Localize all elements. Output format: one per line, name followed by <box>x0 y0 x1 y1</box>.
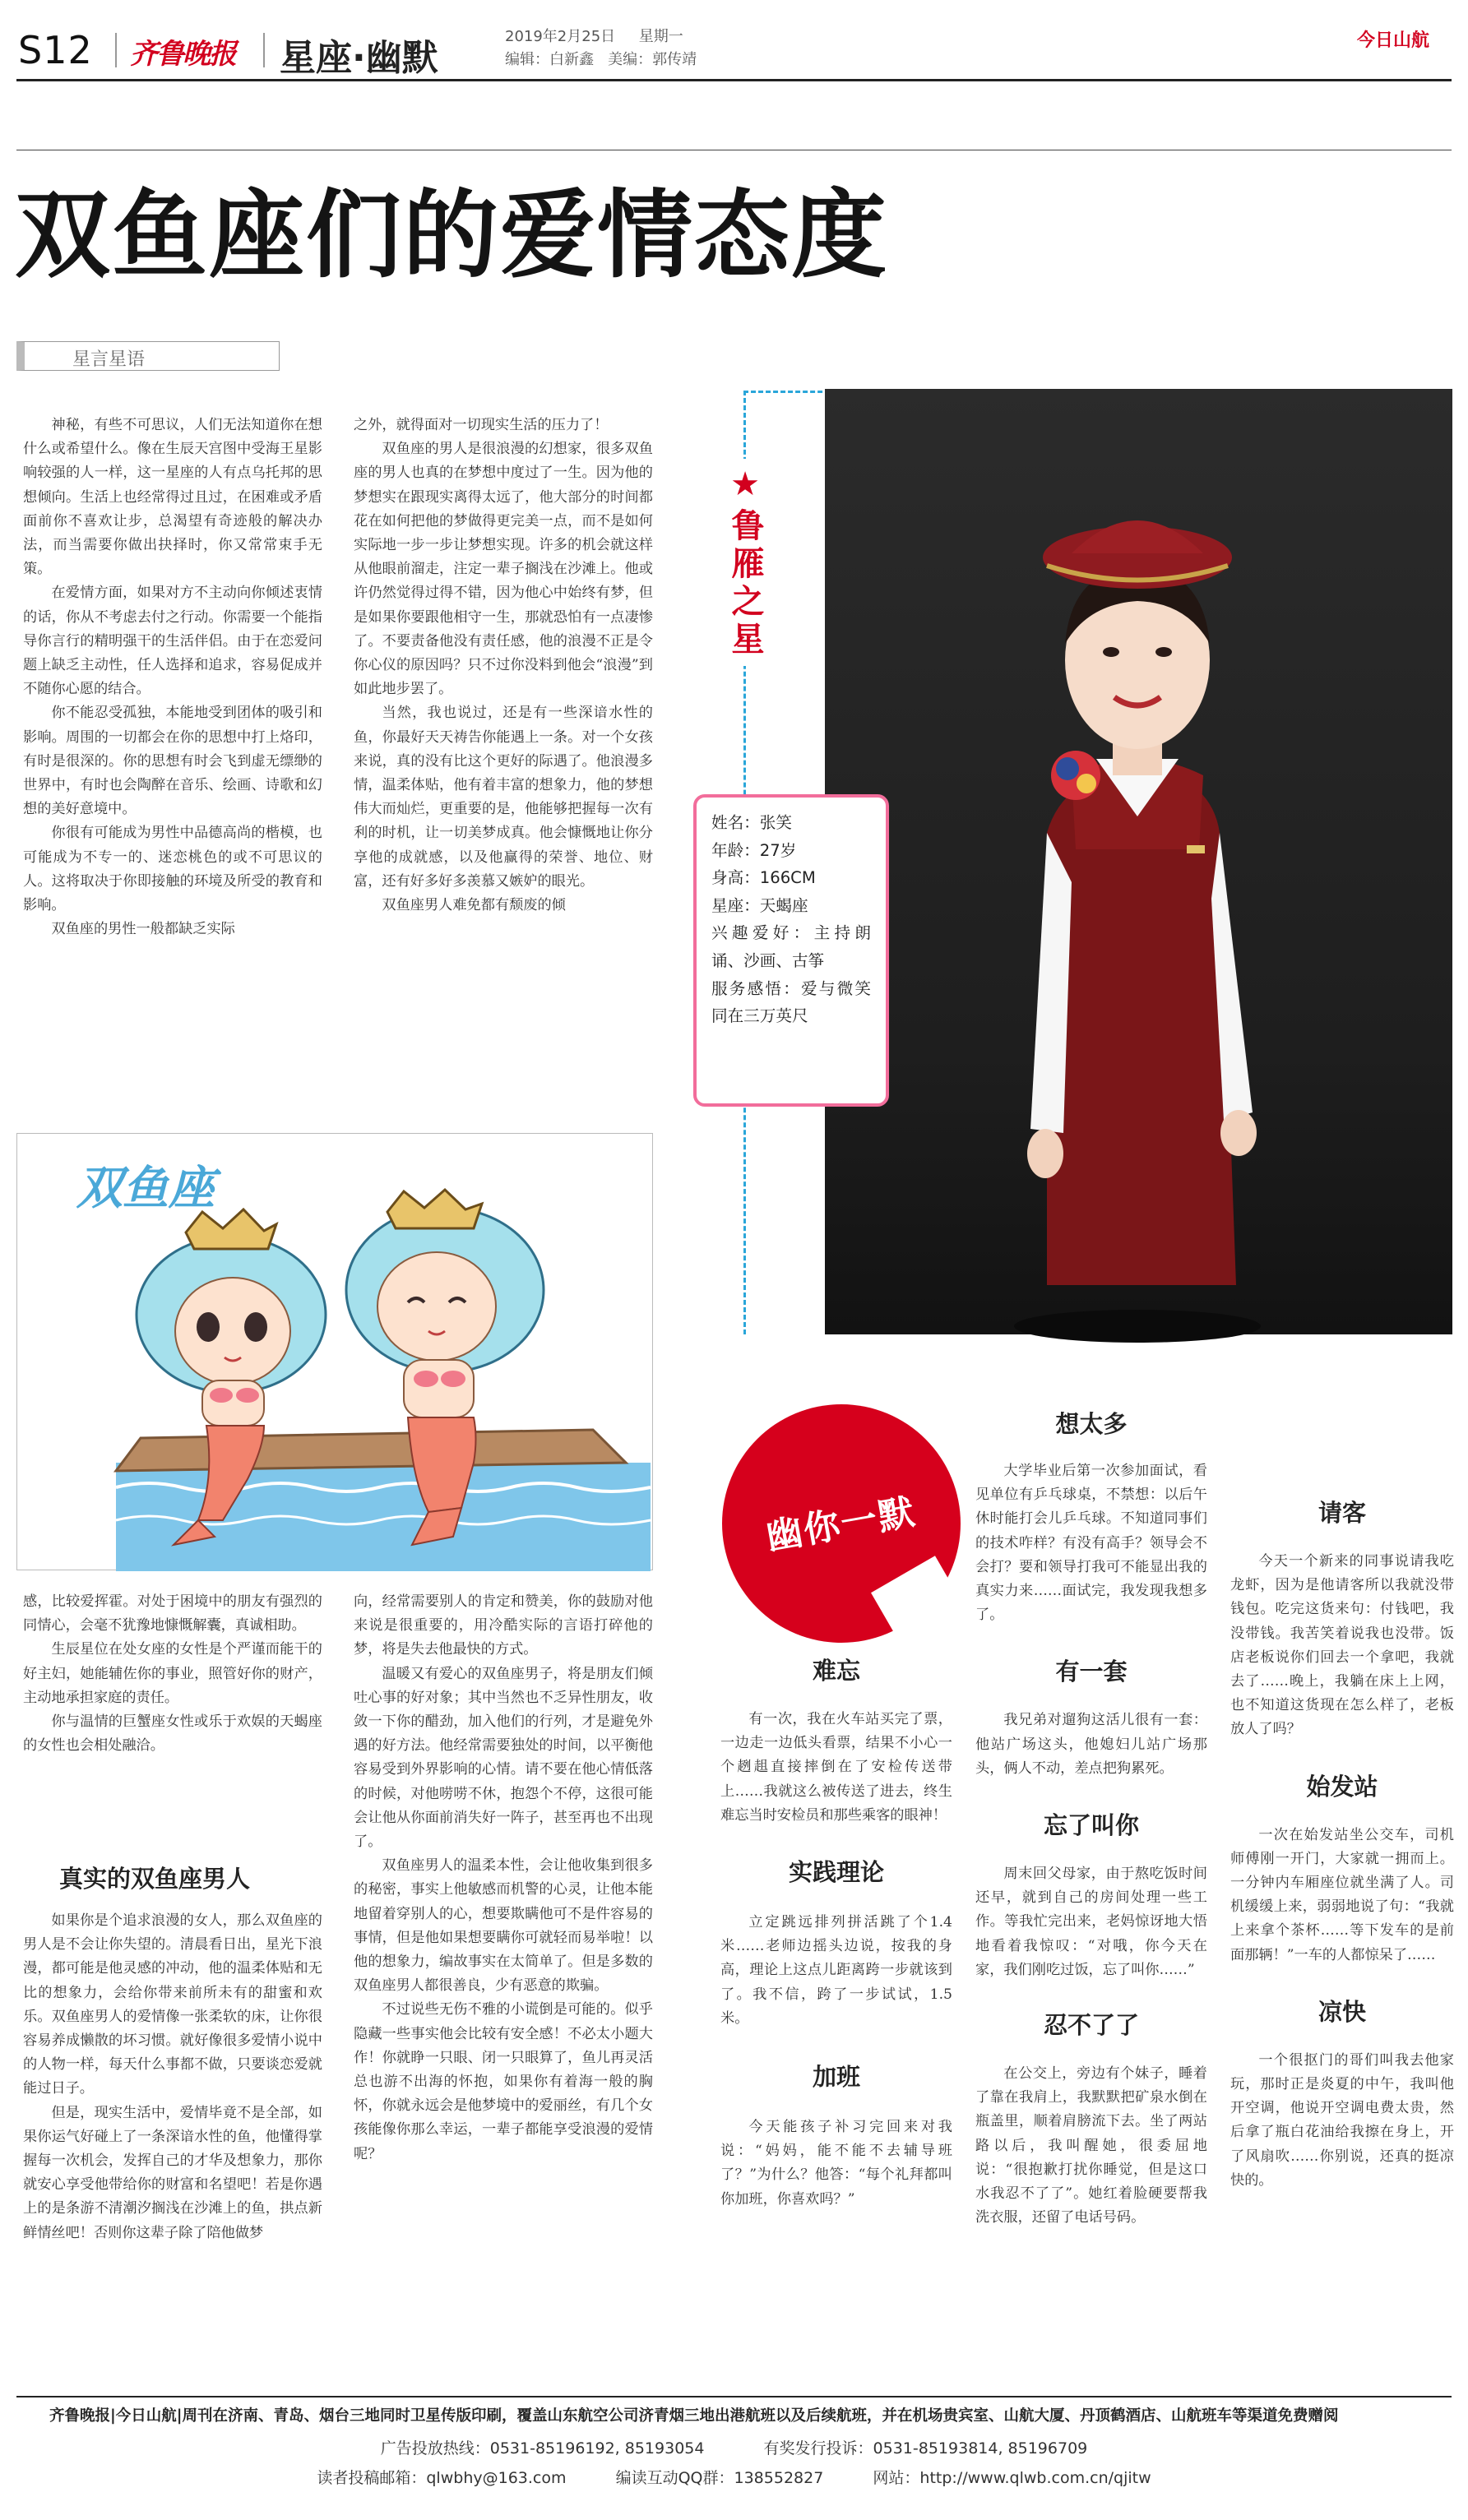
article-col1-bottom-b <box>23 1909 322 2245</box>
article-col1-top <box>23 414 322 941</box>
joke-title: 有一套 <box>1055 1658 1128 1686</box>
header-rule-thick <box>16 79 1452 81</box>
paragraph: 一次在始发站坐公交车，司机师傅刚一开门，大家就一拥而上。一分钟内车厢座位就坐满了人。司机缓缓上来，弱弱地说了句：“我就上来拿个茶杯……等下发车的是前面那辆！”一车的人都惊呆了…… <box>1230 1826 1454 1963</box>
cartoon-title: 双鱼座 <box>76 1162 215 1215</box>
joke-body <box>1230 1550 1454 1742</box>
page-header <box>0 0 1468 82</box>
paragraph: 你与温情的巨蟹座女性或乐于欢娱的天蝎座的女性也会相处融洽。 <box>23 1713 322 1755</box>
paragraph: 温暖又有爱心的双鱼座男子，将是朋友们倾吐心事的好对象；其中当然也不乏异性朋友，收敛一下你的醋劲，加入他们的行列，才是避免外遇的好方法。他经常需要独处的时间，以平衡他容易受到外界影响的心情。请不要在他心情低落的时候，对他唠唠不休，抱怨个不停，这很可能会让他从你面前消失好一阵子，甚至再也不出现了。 <box>354 1665 653 1851</box>
ad-phone: 广告投放热线：0531-85196192, 85193054 <box>380 2439 705 2458</box>
humor-badge <box>722 1404 961 1643</box>
page-number: S12 <box>18 28 93 72</box>
joke-title: 凉快 <box>1317 1997 1366 2026</box>
joke-body <box>1230 2049 1454 2193</box>
joke-body <box>975 1459 1207 1627</box>
paragraph: 在爱情方面，如果对方不主动向你倾述衷情的话，你从不考虑去付之行动。你需要一个能指导你言行的精明强干的生活伴侣。由于在恋爱问题上缺乏主动性，任人选择和追求，容易促成并不随你心愿的结合。 <box>23 585 322 698</box>
date-text: 2019年2月25日 <box>505 28 616 45</box>
star-photo <box>825 389 1452 1334</box>
column-label-box <box>16 341 280 371</box>
paragraph: 你很有可能成为男性中品德高尚的楷模，也可能成为不专一的、迷恋桃色的或不可思议的人。这将取决于你即接触的环境及所受的教育和影响。 <box>23 825 322 914</box>
article-col2-top <box>354 414 653 918</box>
joke-body <box>975 1862 1207 1982</box>
paragraph: 当然，我也说过，还是有一些深谙水性的鱼，你最好天天祷告你能遇上一条。对一个女孩来说，真的没有比这个更好的际遇了。他浪漫多情，温柔体贴，他有着丰富的想象力，他的梦想伟大而灿烂，更重要的是，他能够把握每一次有利的时机，让一切美梦成真。他会慷慨地让你分享他的成就感，以及他赢得的荣誉、地位、财富，还有好多好多羡慕又嫉妒的眼光。 <box>354 705 653 890</box>
star-column-label <box>722 459 768 666</box>
paragraph: 今天一个新来的同事说请我吃龙虾，因为是他请客所以我就没带钱包。吃完这货来句：付钱吧，我没带钱。我苦笑着说我也没带。饭店老板说你们回去一个拿吧，我就去了……晚上，我躺在床上上网，也不知道这货现在怎么样了，老板放人了吗？ <box>1230 1553 1454 1738</box>
paragraph: 今天能孩子补习完回来对我说：“妈妈，能不能不去辅导班了？”为什么？他答：“每个礼拜都叫你加班，你喜欢吗？” <box>720 2119 952 2208</box>
paragraph: 向，经常需要别人的肯定和赞美，你的鼓励对他来说是很重要的，用冷酷实际的言语打碎他的梦，将是失去他最快的方式。 <box>354 1593 653 1658</box>
section-title: 星座·幽默 <box>280 37 438 79</box>
star-hobby: 兴趣爱好：主持朗诵、沙画、古筝 <box>711 923 871 970</box>
paragraph: 双鱼座的男人是很浪漫的幻想家，很多双鱼座的男人也真的在梦想中度过了一生。因为他的梦想实在跟现实离得太远了，他大部分的时间都花在如何把他的梦做得更完美一点，而不是如何实际地一步一步让梦想实现。许多的机会就这样从他眼前溜走，注定一辈子搁浅在沙滩上。他或许仍然觉得过得不错，因为他心中始终有梦，但是如果你要跟他相守一生，那就恐怕有一点凄惨了。不要责备他没有责任感，他的浪漫不正是令你心仪的原因吗？只不过你没料到他会“浪漫”到如此地步罢了。 <box>354 441 653 698</box>
header-date <box>505 25 683 46</box>
paragraph: 感，比较爱挥霍。对处于困境中的朋友有强烈的同情心，会毫不犹豫地慷慨解囊，真诚相助。 <box>23 1593 322 1635</box>
rock <box>116 1430 626 1471</box>
pisces-cartoon <box>16 1133 653 1570</box>
joke-body <box>975 2062 1207 2226</box>
joke-body <box>720 1708 952 1828</box>
article-subhead: 真实的双鱼座男人 <box>59 1865 251 1893</box>
joke-body <box>720 1911 952 2031</box>
humor-badge-text: 幽你一默 <box>762 1491 919 1559</box>
paragraph: 双鱼座男人难免都有颓废的倾 <box>382 897 566 914</box>
weekday-text: 星期一 <box>638 28 683 45</box>
footer-line1: 齐鲁晚报|今日山航|周刊在济南、青岛、烟台三地同时卫星传版印刷，覆盖山东航空公司济青烟三地出港航班以及后续航班，并在机场贵宾室、山航大厦、丹顶鹤酒店、山航班车等渠道免费赠阅 <box>49 2407 1339 2425</box>
water <box>116 1463 651 1571</box>
website-link[interactable]: 网站：http://www.qlwb.com.cn/qjitw <box>873 2469 1151 2487</box>
paragraph: 之外，就得面对一切现实生活的压力了！ <box>354 417 609 433</box>
joke-title: 实践理论 <box>788 1858 884 1887</box>
paragraph: 生辰星位在处女座的女性是个严谨而能干的好主妇，她能辅佐你的事业，照管好你的财产，主动地承担家庭的责任。 <box>23 1641 322 1706</box>
paragraph: 在公交上，旁边有个妹子，睡着了靠在我肩上，我默默把矿泉水倒在瓶盖里，顺着肩膀流下去。坐了两站路以后，我叫醒她，很委屈地说：“很抱歉打扰你睡觉，但是这口水我忍不了了”。她红着脸硬要帮我洗衣服，还留了电话号码。 <box>975 2065 1207 2226</box>
paragraph: 立定跳远排列拼活跳了个1.4米……老师边摇头边说，按我的身高，理论上这点儿距离跨一步就该到了。我不信，跨了一步试试，1.5米。 <box>720 1914 952 2027</box>
joke-body <box>975 1709 1207 1781</box>
footer-line2 <box>0 2436 1468 2458</box>
joke-title: 忘了叫你 <box>1043 1811 1139 1840</box>
header-editors: 编辑：白新鑫 美编：郭传靖 <box>505 51 697 68</box>
paragraph: 不过说些无伤不雅的小谎倒是可能的。似乎隐藏一些事实他会比较有安全感！不必太小题大作！你就睁一只眼、闭一只眼算了，鱼儿再灵活总也游不出海的怀抱，如果你有着海一般的胸怀，你就永远会是他梦境中的爱丽丝，有几个女孩能像你那么幸运，一辈子都能享受浪漫的爱情呢？ <box>354 2001 653 2162</box>
qq-group: 编读互动QQ群：138552827 <box>615 2469 824 2487</box>
humor-col1 <box>720 1653 952 2212</box>
star-info-card <box>693 794 889 1107</box>
humor-col3 <box>1230 1347 1454 2193</box>
paragraph: 有一次，我在火车站买完了票，一边走一边低头看票，结果不小心一个趔趄直接摔倒在了安检传送带上……我就这么被传送了进去，终生难忘当时安检员和那些乘客的眼神！ <box>720 1711 952 1824</box>
article-col2-bottom <box>354 1590 653 2166</box>
paragraph: 双鱼座的男性一般都缺乏实际 <box>51 921 235 938</box>
paragraph: 神秘，有些不可思议，人们无法知道你在想什么或希望什么。像在生辰天宫图中受海王星影响较强的人一样，这一星座的人有点乌托邦的思想倾向。生活上也经常得过且过，在困难或矛盾面前你不喜欢让步，总渴望有奇迹般的解决办法，而当需要你做出抉择时，你又常常束手无策。 <box>23 417 322 578</box>
paragraph: 一个很抠门的哥们叫我去他家玩，那时正是炎夏的中午，我叫他开空调，他说开空调电费太贵，然后拿了瓶白花油给我擦在身上，开了风扇吹……你别说，还真的挺凉快的。 <box>1230 2051 1454 2189</box>
joke-title: 难忘 <box>812 1657 860 1685</box>
edition-name: 今日山航 <box>1357 30 1430 51</box>
humor-col2 <box>975 1406 1207 2226</box>
star-motto: 服务感悟：爱与微笑同在三万英尺 <box>711 978 871 1026</box>
stewardess-figure <box>825 389 1452 1334</box>
article-title: 双鱼座们的爱情态度 <box>15 180 888 291</box>
joke-title: 加班 <box>812 2063 860 2092</box>
footer-line3 <box>0 2466 1468 2488</box>
star-column-label-text: ★鲁雁之星 <box>726 465 764 659</box>
humor-badge-notch <box>871 1556 976 1664</box>
paragraph: 但是，现实生活中，爱情毕竟不是全部，如果你运气好碰上了一条深谙水性的鱼，他懂得掌握每一次机会，发挥自己的才华及想象力，那你就安心享受他带给你的财富和名望吧！若是你遇上的是条游不清潮汐搁浅在沙滩上的鱼，拱点新鲜情丝吧！否则你这辈子除了陪他做梦 <box>23 2104 322 2241</box>
paragraph: 如果你是个追求浪漫的女人，那么双鱼座的男人是不会让你失望的。清晨看日出，星光下浪漫，都可能是他灵感的冲动，他的温柔体贴和无比的想象力，会给你带来前所未有的甜蜜和欢乐。双鱼座男人的爱情像一张柔软的床，让你很容易养成懒散的坏习惯。就好像很多爱情小说中的人物一样，每天什么事都不做，只要谈恋爱就能过日子。 <box>23 1912 322 2097</box>
paragraph: 双鱼座男人的温柔本性，会让他收集到很多的秘密，事实上他敏感而机警的心灵，让他本能地留着穿别人的心，想要欺瞒他可不是件容易的事情，但是他如果想要瞒你可就轻而易举啦！以他的想象力，编故事实在太简单了。但是多数的双鱼座男人都很善良，少有恶意的欺骗。 <box>354 1857 653 1995</box>
paragraph: 周末回父母家，由于熬吃饭时间还早，就到自己的房间处理一些工作。等我忙完出来，老妈惊讶地大悟地看着我惊叹：“对哦，你今天在家，我们刚吃过饭，忘了叫你……” <box>975 1866 1207 1978</box>
star-name: 姓名：张笑 <box>711 813 792 832</box>
joke-title: 想太多 <box>1055 1410 1128 1438</box>
joke-title: 始发站 <box>1306 1772 1378 1801</box>
paragraph: 大学毕业后第一次参加面试，看见单位有乒乓球桌，不禁想：以后午休时能打会儿乒乓球。不知道同事们的技术咋样？有没有高手？领导会不会打？要和领导打我可不能显出我的真实力来……面试完，我发现我想多了。 <box>975 1463 1207 1624</box>
star-zodiac: 星座：天蝎座 <box>711 895 808 915</box>
joke-body <box>1230 1824 1454 1967</box>
footer-rule <box>16 2396 1452 2397</box>
cartoon-illustration <box>17 1134 654 1571</box>
joke-title: 请客 <box>1317 1499 1366 1527</box>
column-label: 星言星语 <box>72 349 146 370</box>
star-height: 身高：166CM <box>711 868 816 888</box>
paragraph: 我兄弟对遛狗这活儿很有一套：他站广场这头，他媳妇儿站广场那头，俩人不动，差点把狗累死。 <box>975 1712 1207 1777</box>
article-col1-bottom <box>23 1590 322 1758</box>
star-age: 年龄：27岁 <box>711 840 797 860</box>
paper-name-logo: 齐鲁晚报 <box>130 38 235 71</box>
paragraph: 你不能忍受孤独，本能地受到团体的吸引和影响。周围的一切都会在你的思想中打上烙印，有时是很深的。你的思想有时会飞到虚无缥缈的世界中，有时也会陶醉在音乐、绘画、诗歌和幻想的美好意境中。 <box>23 705 322 818</box>
prize-phone: 有奖发行投诉：0531-85193814, 85196709 <box>763 2439 1088 2458</box>
joke-body <box>720 2115 952 2212</box>
header-divider-1 <box>115 33 117 67</box>
header-divider-2 <box>263 33 265 67</box>
joke-title: 忍不了了 <box>1043 2011 1139 2040</box>
email[interactable]: 读者投稿邮箱：qlwbhy@163.com <box>317 2469 567 2487</box>
